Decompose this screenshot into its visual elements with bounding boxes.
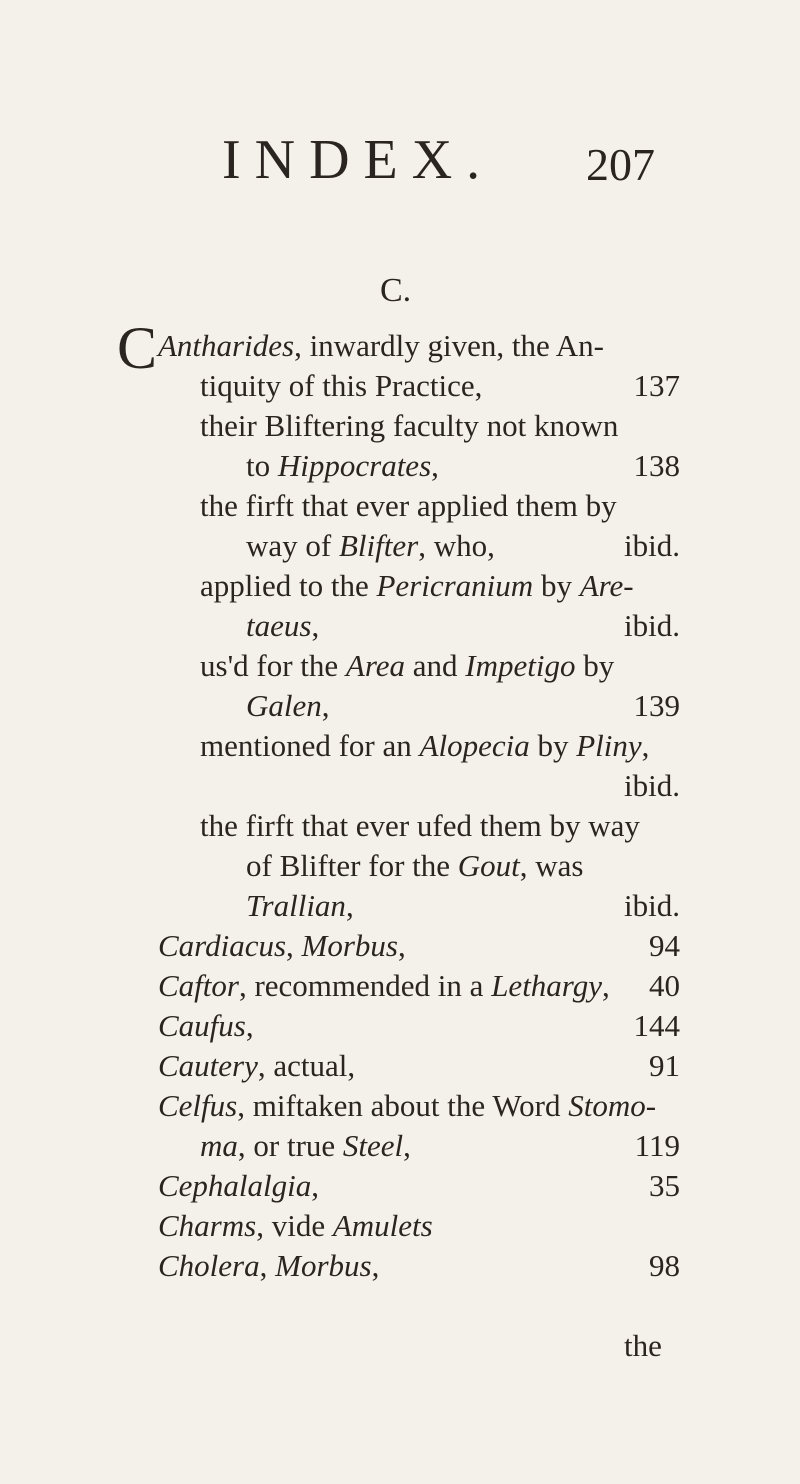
page-reference: 137	[633, 368, 680, 403]
index-entry-cautery: Cautery, actual,	[158, 1048, 356, 1083]
entry-line: ma, or true Steel,	[200, 1128, 411, 1163]
index-entry-cholera: Cholera, Morbus,	[158, 1248, 380, 1283]
entry-line: of Blifter for the Gout, was	[246, 848, 584, 883]
subentry-line: mentioned for an Alopecia by Pliny,	[200, 728, 650, 763]
page-reference: 119	[634, 1128, 680, 1163]
drop-cap: C	[117, 315, 158, 381]
entry-line: taeus,	[246, 608, 320, 643]
page-reference: 35	[649, 1168, 680, 1203]
index-entry-charms: Charms, vide Amulets	[158, 1208, 433, 1243]
index-entry-cardiacus: Cardiacus, Morbus,	[158, 928, 406, 963]
page-number: 207	[586, 139, 655, 190]
entry-line: Trallian,	[246, 888, 354, 923]
page-reference: 138	[633, 448, 680, 483]
index-entry-cephalalgia: Cephalalgia,	[158, 1168, 320, 1203]
subentry-line: applied to the Pericranium by Are-	[200, 568, 634, 603]
subentry-line: the firft that ever ufed them by way	[200, 808, 640, 843]
index-entry-cantharides: Antharides, inwardly given, the An-	[158, 328, 605, 363]
subentry-line: us'd for the Area and Impetigo by	[200, 648, 615, 683]
page-reference: ibid.	[624, 888, 680, 923]
catchword: the	[624, 1328, 662, 1363]
page-reference: ibid.	[624, 528, 680, 563]
page-reference: ibid.	[624, 608, 680, 643]
page-reference: ibid.	[624, 768, 680, 803]
page-reference: 91	[649, 1048, 680, 1083]
page-header	[0, 128, 800, 198]
page-reference: 144	[633, 1008, 680, 1043]
page-reference: 40	[649, 968, 680, 1003]
subentry-line: the firft that ever applied them by	[200, 488, 617, 523]
index-entry-caufus: Caufus,	[158, 1008, 254, 1043]
subentry-line: their Bliftering faculty not known	[200, 408, 619, 443]
page-reference: 139	[633, 688, 680, 723]
index-entry-celfus: Celfus, miftaken about the Word Stomo-	[158, 1088, 657, 1123]
entry-line: to Hippocrates,	[246, 448, 439, 483]
entry-line: way of Blifter, who,	[246, 528, 495, 563]
index-entry-caftor: Caftor, recommended in a Lethargy,	[158, 968, 610, 1003]
page-reference: 94	[649, 928, 680, 963]
page-reference: 98	[649, 1248, 680, 1283]
entry-line: tiquity of this Practice,	[200, 368, 483, 403]
entry-line: Galen,	[246, 688, 330, 723]
index-heading: INDEX.	[222, 129, 495, 191]
section-letter: C.	[380, 272, 412, 309]
